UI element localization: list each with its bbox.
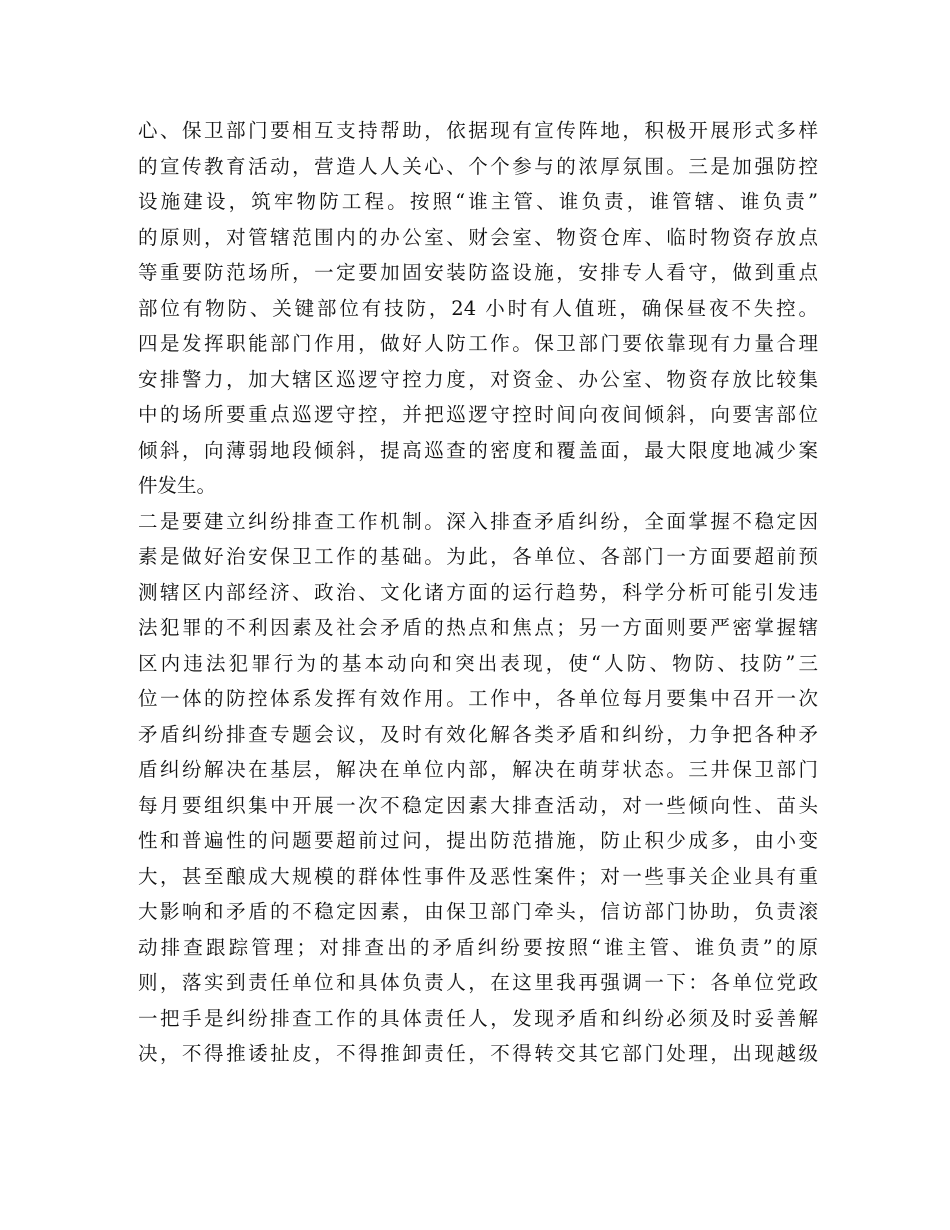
text-line: 设施建设，筑牢物防工程。按照“谁主管、谁负责，谁管辖、谁负责”: [138, 190, 818, 213]
text-line: 等重要防范场所，一定要加固安装防盗设施，安排专人看守，做到重点: [138, 261, 818, 284]
text-line: 测辖区内部经济、政治、文化诸方面的运行趋势，科学分析可能引发违: [138, 580, 818, 604]
body-text: [138, 113, 818, 1072]
text-line: 性和普遍性的问题要超前过问，提出防范措施，防止积少成多，由小变: [138, 829, 818, 852]
text-line: 位一体的防控体系发挥有效作用。工作中，各单位每月要集中召开一次: [138, 687, 818, 710]
text-line: 法犯罪的不利因素及社会矛盾的热点和焦点；另一方面则要严密掌握辖: [138, 616, 818, 639]
text-line: 区内违法犯罪行为的基本动向和突出表现，使“人防、物防、技防”三: [138, 651, 818, 675]
text-line: 安排警力，加大辖区巡逻守控力度，对资金、办公室、物资存放比较集: [138, 367, 818, 391]
text-line: 的宣传教育活动，营造人人关心、个个参与的浓厚氛围。三是加强防控: [138, 154, 818, 178]
text-line: 大影响和矛盾的不稳定因素，由保卫部门牵头，信访部门协助，负责滚: [138, 900, 818, 923]
text-line: 二是要建立纠纷排查工作机制。深入排查矛盾纠纷，全面掌握不稳定因: [138, 509, 818, 533]
text-line: 的原则，对管辖范围内的办公室、财会室、物资仓库、临时物资存放点: [138, 225, 818, 249]
text-line: 倾斜，向薄弱地段倾斜，提高巡查的密度和覆盖面，最大限度地减少案: [138, 438, 818, 462]
text-line: 素是做好治安保卫工作的基础。为此，各单位、各部门一方面要超前预: [138, 545, 818, 568]
text-line: 每月要组织集中开展一次不稳定因素大排查活动，对一些倾向性、苗头: [138, 793, 818, 817]
text-line: 四是发挥职能部门作用，做好人防工作。保卫部门要依靠现有力量合理: [138, 332, 818, 355]
text-line: 大，甚至酿成大规模的群体性事件及恶性案件；对一些事关企业具有重: [138, 864, 818, 888]
text-line: 盾纠纷解决在基层，解决在单位内部，解决在萌芽状态。三井保卫部门: [138, 758, 818, 781]
text-line: 心、保卫部门要相互支持帮助，依据现有宣传阵地，积极开展形式多样: [138, 119, 818, 142]
text-line: 部位有物防、关键部位有技防，24 小时有人值班，确保昼夜不失控。: [138, 296, 818, 320]
text-line: 中的场所要重点巡逻守控，并把巡逻守控时间向夜间倾斜，向要害部位: [138, 403, 818, 426]
text-line: 件发生。: [138, 474, 217, 497]
text-line: 决，不得推诿扯皮，不得推卸责任，不得转交其它部门处理，出现越级: [138, 1042, 818, 1065]
text-line: 则，落实到责任单位和具体负责人，在这里我再强调一下：各单位党政: [138, 971, 818, 994]
text-line: 一把手是纠纷排查工作的具体责任人，发现矛盾和纠纷必须及时妥善解: [138, 1006, 818, 1030]
text-line: 矛盾纠纷排查专题会议，及时有效化解各类矛盾和纠纷，力争把各种矛: [138, 722, 818, 746]
text-line: 动排查跟踪管理；对排查出的矛盾纠纷要按照“谁主管、谁负责”的原: [138, 935, 818, 959]
